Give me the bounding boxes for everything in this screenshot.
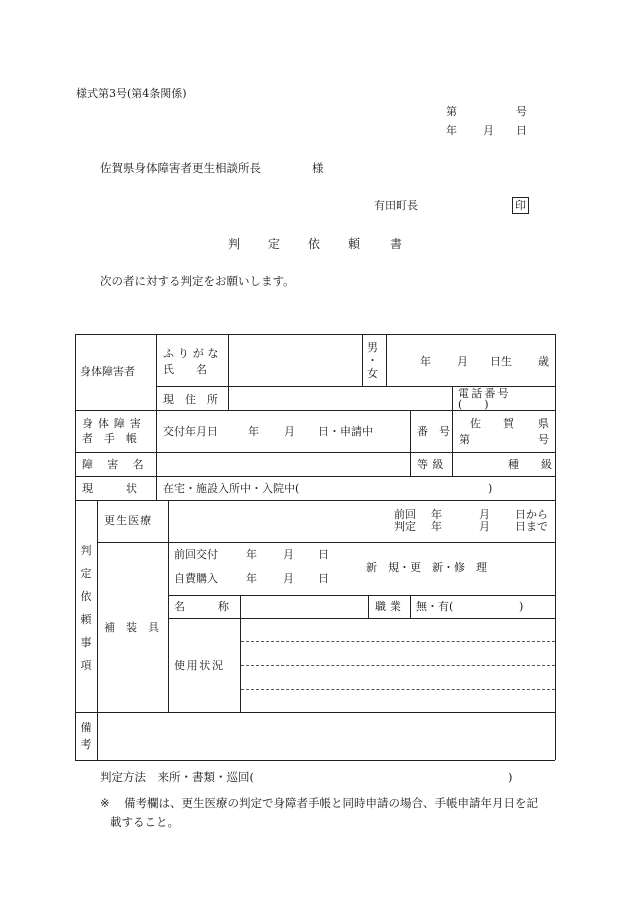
type-label: 種 級 <box>508 458 552 471</box>
remarks-char-2: 考 <box>80 738 92 751</box>
self-buy-month: 月 <box>283 572 294 585</box>
usage-line-2 <box>241 665 555 666</box>
birth-day-suffix: 日生 <box>490 355 512 368</box>
judge-label: 判定 <box>394 520 416 533</box>
pref-char-2: 賀 <box>503 417 514 430</box>
status-label: 現 状 <box>82 482 137 495</box>
prev-year: 年 <box>431 508 442 521</box>
status-close: ) <box>488 482 493 495</box>
techo-label-line1: 身体障害 <box>82 417 146 430</box>
item-name-label: 名 称 <box>174 600 229 613</box>
phone-parens: ( ) <box>458 398 489 411</box>
request-char-6: 項 <box>80 659 92 672</box>
prev-label: 前回 <box>394 508 416 521</box>
addressee: 佐賀県身体障害者更生相談所長 <box>100 161 261 175</box>
usage-line-3 <box>241 689 555 690</box>
self-buy-day: 日 <box>318 572 329 585</box>
sex-dot: ・ <box>367 354 378 367</box>
age-label: 歳 <box>538 355 549 368</box>
prev-issue-day: 日 <box>318 548 329 561</box>
request-char-1: 判 <box>80 544 92 557</box>
pref-char-3: 県 <box>538 417 549 430</box>
prosthesis-label: 補 装 具 <box>104 621 159 634</box>
judgment-method: 判定方法 来所・書類・巡回( <box>100 770 254 784</box>
request-char-2: 定 <box>80 567 92 580</box>
status-value: 在宅・施設入所中・入院中( <box>163 482 300 495</box>
pref-number-suffix: 号 <box>538 433 549 446</box>
date-year: 年 <box>446 124 457 137</box>
name-label: 氏 名 <box>163 363 207 376</box>
birth-year: 年 <box>420 355 431 368</box>
pref-char-1: 佐 <box>470 417 481 430</box>
doc-title-char-2: 定 <box>268 237 281 251</box>
judge-month: 月 <box>479 520 490 533</box>
prev-from: 日から <box>515 508 548 521</box>
date-day: 日 <box>516 124 527 137</box>
self-buy-label: 自費購入 <box>174 572 218 585</box>
job-value: 無・有( <box>416 600 454 613</box>
grade-label: 等級 <box>417 458 448 471</box>
techo-label-line2: 者 手 帳 <box>82 432 137 445</box>
note-line-2: 載すること。 <box>110 815 179 829</box>
job-close: ) <box>519 600 524 613</box>
request-char-4: 頼 <box>80 613 92 626</box>
intro-text: 次の者に対する判定をお願いします。 <box>100 274 295 288</box>
job-label: 職業 <box>375 600 405 613</box>
issue-month: 月 <box>284 425 295 438</box>
seal-mark: 印 <box>512 197 529 214</box>
request-char-5: 事 <box>80 636 92 649</box>
prev-issue-year: 年 <box>246 548 257 561</box>
judgment-method-close: ) <box>508 770 513 784</box>
remarks-char-1: 備 <box>80 721 92 734</box>
prev-issue-month: 月 <box>283 548 294 561</box>
issue-day-applying: 日・申請中 <box>318 425 373 438</box>
judge-until: 日まで <box>515 520 548 533</box>
sender: 有田町長 <box>374 199 418 212</box>
usage-label: 使用状況 <box>174 659 225 672</box>
doc-title-char-3: 依 <box>308 237 321 251</box>
rehab-medical-label: 更生医療 <box>104 514 153 527</box>
note-mark: ※ <box>100 796 110 810</box>
request-char-3: 依 <box>80 590 92 603</box>
birth-month: 月 <box>457 355 468 368</box>
person-label: 身体障害者 <box>80 365 135 378</box>
judge-year: 年 <box>431 520 442 533</box>
self-buy-year: 年 <box>246 572 257 585</box>
doc-title-char-5: 書 <box>390 237 403 251</box>
doc-number-suffix: 号 <box>516 105 527 118</box>
issue-year: 年 <box>248 425 259 438</box>
form-number: 様式第3号(第4条関係) <box>76 87 187 100</box>
phone-label: 電話番号 <box>458 387 511 400</box>
doc-title-char-4: 頼 <box>348 237 361 251</box>
address-label: 現 住 所 <box>163 393 218 406</box>
honorific: 様 <box>312 161 324 175</box>
sex-male: 男 <box>367 341 378 354</box>
prev-issue-label: 前回交付 <box>174 548 218 561</box>
doc-title-char-1: 判 <box>228 237 241 251</box>
new-renew-repair: 新 規・更 新・修 理 <box>366 561 487 574</box>
prev-month: 月 <box>479 508 490 521</box>
number-label: 番 号 <box>417 425 450 438</box>
issue-date-label: 交付年月日 <box>163 425 218 438</box>
sex-female: 女 <box>367 367 378 380</box>
note-line-1: 備考欄は、更生医療の判定で身障者手帳と同時申請の場合、手帳申請年月日を記 <box>124 796 538 810</box>
doc-number-prefix: 第 <box>446 105 457 118</box>
pref-number-prefix: 第 <box>459 433 470 446</box>
usage-line-1 <box>241 641 555 642</box>
disability-label: 障 害 名 <box>82 458 146 471</box>
date-month: 月 <box>483 124 494 137</box>
furigana-label: ふりがな <box>163 347 223 360</box>
